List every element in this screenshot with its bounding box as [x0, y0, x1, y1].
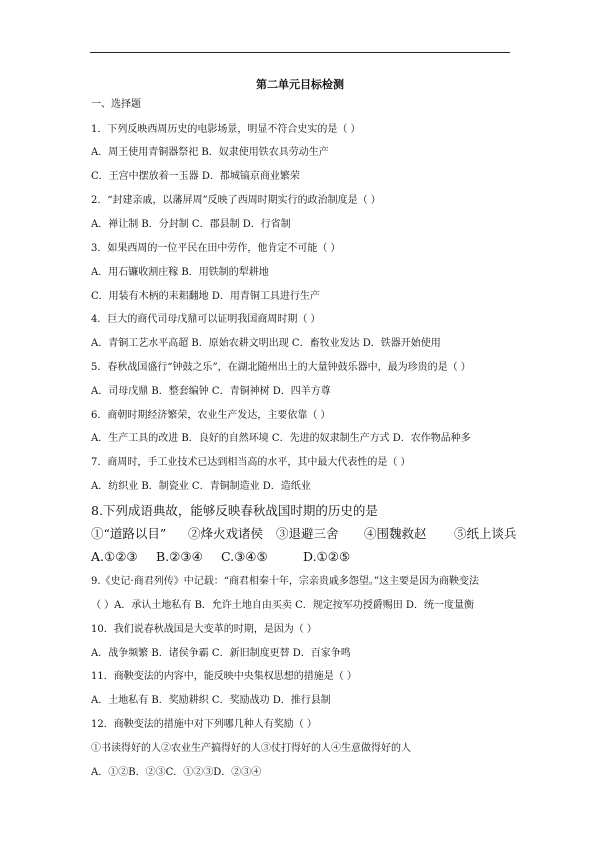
question-8-item: ③退避三舍 [276, 526, 339, 541]
question-8-item: ⑤纸上谈兵 [454, 526, 517, 541]
question-8-item: ④围魏救赵 [364, 526, 427, 541]
question-4: 4．巨大的商代司母戊鼎可以证明我国商周时期（ ） [91, 314, 321, 325]
question-10: 10．我们说春秋战国是大变革的时期，是因为（ ） [91, 624, 317, 635]
question-1: 1．下列反映西周历史的电影场景，明显不符合史实的是（ ） [91, 124, 361, 135]
question-1-options-line-1: A．周王使用青铜器祭祀 B．奴隶使用铁农具劳动生产 [91, 147, 329, 158]
question-8-option: D.①②⑤ [303, 549, 351, 564]
question-9: 9.《史记·商君列传》中记载：“商君相秦十年，宗亲贵戚多怨望。”这主要是因为商鞅变法 [91, 576, 479, 587]
question-12-items: ①书读得好的人②农业生产搞得好的人③仗打得好的人④生意做得好的人 [91, 743, 411, 754]
question-11-options: A．土地私有 B．奖励耕织 C．奖励战功 D．推行县制 [91, 695, 331, 706]
question-6: 6．商朝时期经济繁荣，农业生产发达，主要依靠（ ） [91, 410, 331, 421]
question-8-options [91, 549, 350, 565]
question-5: 5．春秋战国盛行“钟鼓之乐”，在湖北随州出土的大量钟鼓乐器中，最为珍贵的是（ ） [91, 362, 471, 373]
question-2-options: A．禅让制 B．分封制 C．郡县制 D．行省制 [91, 219, 291, 230]
question-8-items [91, 526, 517, 542]
question-8-item: ②烽火戏诸侯 [188, 526, 264, 541]
question-12: 12．商鞅变法的措施中对下列哪几种人有奖励（ ） [91, 719, 317, 730]
question-8-option: B.②③④ [156, 549, 203, 564]
question-11: 11．商鞅变法的内容中，能反映中央集权思想的措施是（ ） [91, 671, 357, 682]
question-1-options-line-2: C．王宫中摆放着一玉器 D．都城镐京商业繁荣 [91, 171, 300, 182]
question-9-options: （ ）A．承认土地私有 B．允许土地自由买卖 C．规定按军功授爵赐田 D．统一度量衡 [91, 600, 474, 611]
page-title: 第二单元目标检测 [256, 78, 344, 91]
question-5-options: A．司母戊鼎 B．整套编钟 C．青铜神树 D．四羊方尊 [91, 386, 331, 397]
question-7: 7．商周时，手工业技术已达到相当高的水平，其中最大代表性的是（ ） [91, 457, 411, 468]
question-2: 2．“封建亲戚，以藩屏周”反映了西周时期实行的政治制度是（ ） [91, 195, 381, 206]
question-3-options-line-1: A．用石镰收割庄稼 B．用铁制的犁耕地 [91, 267, 269, 278]
question-4-options: A．青铜工艺水平高超 B．原始农耕文明出现 C．畜牧业发达 D．铁器开始使用 [91, 338, 441, 349]
question-8-option: C.③④⑤ [221, 549, 268, 564]
section-heading: 一、选择题 [91, 99, 141, 110]
question-12-options: A．①②B．②③C．①②③D．②③④ [91, 767, 262, 778]
question-7-options: A．纺织业 B．制瓷业 C．青铜制造业 D．造纸业 [91, 481, 311, 492]
header-rule [90, 52, 510, 53]
question-8-option: A.①②③ [91, 549, 138, 564]
question-3: 3．如果西周的一位平民在田中劳作，他肯定不可能（ ） [91, 243, 341, 254]
question-10-options: A．战争频繁 B．诸侯争霸 C．新旧制度更替 D．百家争鸣 [91, 648, 351, 659]
question-8: 8.下列成语典故，能够反映春秋战国时期的历史的是 [91, 503, 378, 518]
question-3-options-line-2: C．用装有木柄的耒耜翻地 D．用青铜工具进行生产 [91, 291, 320, 302]
question-8-item: ①“道路以目” [91, 526, 167, 541]
question-6-options: A．生产工具的改进 B．良好的自然环境 C．先进的奴隶制生产方式 D．农作物品种多 [91, 433, 471, 444]
